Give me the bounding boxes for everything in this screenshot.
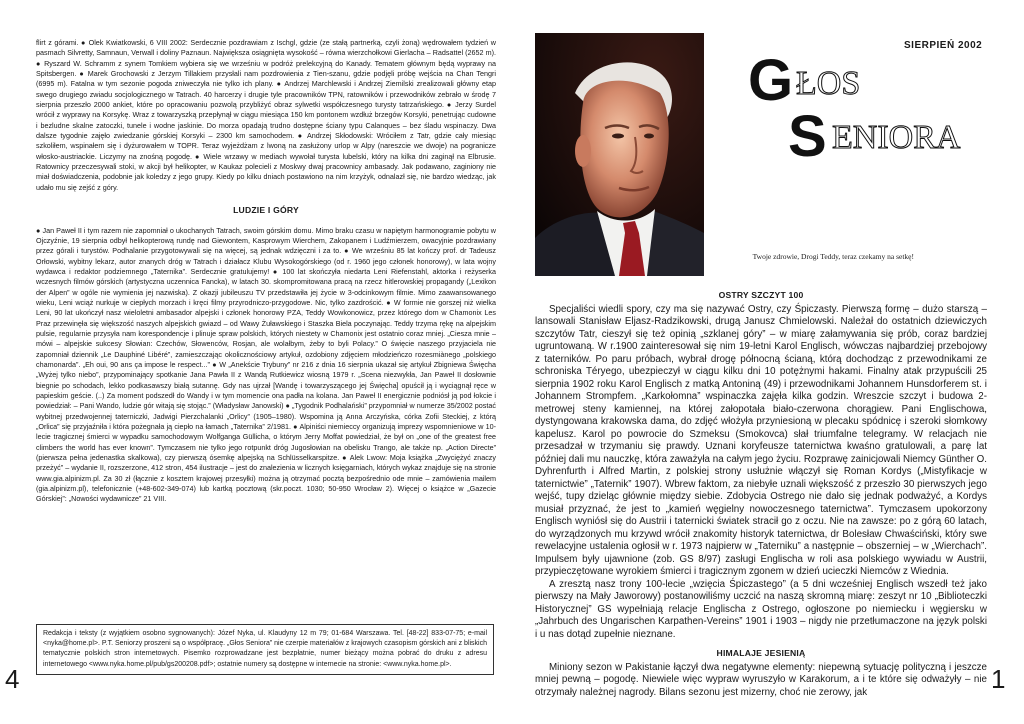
page-number-left: 4 [5,664,20,694]
article-paragraph-3: Miniony sezon w Pakistanie łączył dwa negatywne elementy: niepewną sytuację polityczną i jeszcze mniej pewną – pogodę. Niewiele więc wypraw wyruszyło w Karakorum, a i te które się odważyły – nie otrzymały należnej nagrody. Bilans sezonu jest mizerny, choć nie zerowy, jak [535,661,987,698]
svg-text:S: S [788,104,827,160]
svg-text:ENIORA: ENIORA [832,119,961,156]
issue-date: SIERPIEŃ 2002 [904,40,983,51]
page-number-right: 1 [991,664,1006,694]
intro-paragraph: flirt z górami. ● Olek Kwiatkowski, 6 VIII 2002: Serdecznie pozdrawiam z Ischgl, gdzie (ze stałą partnerką, czyli żoną) wędrowałem tydzień w pasmach Silvretty, Samnaun, Verwall i doliny Paznaun. Największa osiągnięta wysokość – równa wierzchołkowi Gierlacha – Radsattel (2652 m). ● Ryszard W. Schramm z synem Tomkiem wybiera się we wrześniu w podróż prelekcyjną do Kanady. Tematem głównym będą wyprawy na Spitsbergen. ● Marek Grochowski z Jerzym Tillakiem przysłali nam pozdrowienia z Tien-szanu, gdzie podjęli próbę wejścia na Chan Tengri (6995 m). Fatalna w tym sezonie pogoda zniweczyła nie tylko ich plany. ● Andrzej Marchlewski i Andrzej Ziemilski zrealizowali główny etap swego drugiego zwiadu socjologicznego w Tatrach. 40 harcerzy i drugie tyle pracowników TPN, ratowników i przewodników zebrało w środę 7 sierpnia przeszło 2000 ankiet, które po opracowaniu pozwolą przybliżyć obraz sylwetki współczesnego turysty tatrzańskiego. ● Jerzy Surdel wrócił z wyprawy na Korsykę. Wraz z towarzyszką przepłynął w ciągu miesiąca 150 km pontonem wzdłuż brzegów Korsyki, penetrując cudowne i bezludne skalne zatoczki, tunele i wodne jaskinie. Do morza opadają trudno dostępne ściany typu Calanques – bez śladu wspinaczy. Dwa dalsze tygodnie zajęło zwiedzanie górskiej Korsyki – 2300 km samochodem. ● Andrzej Skłodowski: Wróciłem z Tatr, gdzie cały miesiąc szkoliłem, wspinałem się i dyżurowałem w TOPR. Teraz wyjeżdżam z lwoną na zasłużony urlop w Alpy (nareszcie we dwoje) na pogranicze włosko-austriackie. Liczymy na znośną pogodę. ● Wiele wrzawy w mediach wywołał turysta lubelski, który na kilka dni zaginął na Elbrusie. Ratownicy przeczesywali stoki, w akcji był helikopter, w Kaukaz polecieli z Moskwy dwaj pracownicy ambasady. Jak podawano, zaginiony nie miał doświadczenia, podobnie jak koledzy z jego grupy. Kiedy po kilku dniach postawiono na nim krzyżyk, odnalazł się, nie bardzo wiedząc, jak udało mu się zejść z góry. [36,38,496,192]
masthead-logotype [748,50,993,160]
imprint-text: Redakcja i teksty (z wyjątkiem osobno sygnowanych): Józef Nyka, ul. Klaudyny 12 m 79; 01-684 Warszawa. Tel. [48-22] 833-07-75; e-mail <nyka@home.pl>. P.T. Seniorzy proszeni są o współpracę. „Głos Seniora” nie czerpie materiałów z krajowych czasopism górskich ani z bliskich tematycznie polskich stron internetowych. Pisemko rozprowadzane jest bezpłatnie, numer bieżący można pobrać do druku z adresu internetowego <www.nyka.home.pl/pub/gs200208.pdf>; ostatnie numery są dostępne w internecie na stronie: <www.nyka.home.pl>. [43,630,487,668]
left-column [36,38,496,505]
article-paragraph-2: A zresztą nasz trony 100-lecie „wzięcia Śpiczastego” (a 5 dni wcześniej Englisch wszedł też jako pierwszy na Mały Jaworowy) postanowiliśmy uczcić na naszą skromną miarę: zeszyt nr 10 „Biblioteczki Historycznej” GS wypełniają relacje Englischa z Ostrego, ogłoszone po niemiecku i węgiersku w „Jahrbuch des Ungarischen Karpathen-Vereins” 1901 i 1903 – nigdy nie przetłumaczone na język polski i u nas dotąd zupełnie nieznane. [535,578,987,640]
section-title-ludzie-i-gory: LUDZIE I GÓRY [233,205,299,216]
article-paragraph-1: Specjaliści wiedli spory, czy ma się nazywać Ostry, czy Śpiczasty. Pierwszą formę – dużo starszą – lansowali Stanisław Eljasz-Radzikowski, drugą Janusz Chmielowski. Należał do ostatnich dziewiczych szczytów Tatr, cieszył się też opinią „szklanej góry” – w miarę załamywania się prób, coraz bardziej ugruntowaną. W r.1900 zainteresował się nim 19-letni Karol Englisch, wówczas najbardziej przebojowy z taterników. Po paru próbach, wybrał drogę północną ścianą, którą dochodząc z przewodnikami ze schroniska Téryego, ubezpieczył w ciągu kilku dni 10 potężnymi hakami. Finalny atak przypuścili 25 sierpnia 1902 roku Karol Englisch z matką Antoniną (49) i przewodnikami Johannem Hunsdorferem st. i Johannem Strompfem. „Karkołomna” wspinaczka zajęła kilka godzin. Wreszcie szczyt i budowa 2-metrowej steny kamiennej, na której załopotała biało-czerwona chorągiew. Pani Englischowa, dystyngowana krakowska dama, do zdjęć włożyła przyniesioną w plecaku spódnicę i szeroki słomkowy kapelusz. Karol po powrocie do Szmeksu (Smokovca) słał triumfalne telegramy. W relacjach nie przesadzał w trzymaniu się prawdy. Uznani koryfeusze taternictwa kwaśno gratulowali, a parę lat później dali mu nauczkę, która zaważyła na całym jego życiu. Rozprawę zainicjowali Niemcy Günther O. Dyhrenfurth i Alfred Martin, z polskiej strony usłużnie włączył się Roman Kordys („Mistyfikacje w taternictwie” „Taternik” 1907). Wbrew faktom, za niebyłe uznali większość z przeszło 30 pierwszych jego wejść, tupy dzieląc głównie między siebie. Zdobycia Ostrego nie dało się jednak podważyć, a Kordys musiał przyznać, że jest to „kamień węgielny nowoczesnego taternictwa”. Tymczasem upokorzony Englisch wyniósł się do Austrii i taternicki światek stracił go z oczu. Nie na zawsze: po z górą 60 latach, do wyrządzonych mu krzywd wrócił znakomity historyk taternictwa, dr Bolesław Chwaściński, który swe rewelacyjne ustalenia ogłosił w r. 1973 najpierw w „Taterniku” a następnie – obszerniej – w „Wierchach”. Impulsem były ujawnione (zob. GS 8/97) zasługi Englischa w roli asa polskiego wywiadu w Austrii, przypieczętowane wyrokiem śmierci i tragicznym zgonem w dzień ucieczki Niemców z Wiednia. [535,303,987,577]
svg-text:G: G [748,50,794,113]
svg-text:ŁOS: ŁOS [796,65,861,102]
portrait-illustration [535,33,704,276]
article-title-himalaje: HIMALAJE JESIENIĄ [716,648,806,658]
imprint-box [36,624,494,675]
portrait-photo [535,33,704,276]
right-column [535,289,987,699]
section-paragraph: ● Jan Paweł II i tym razem nie zapomniał o ukochanych Tatrach, swoim górskim domu. Mimo braku czasu w napiętym harmonogramie pobytu w Ojczyźnie, 19 sierpnia odbył helikopterową rundę nad Giewontem, Kasprowym Wierchem, Zakopanem i Ludźmierzem, owacyjnie pozdrawiany przez górali i turystów. Podhalanie przygotowywali się na więcej, są jednak wdzięczni i za to. ● We wrześniu 85 lat kończy prof. dr Tadeusz Orłowski, wybitny lekarz, autor znanych dróg w Tatrach i działacz Klubu Wysokogórskiego (od r. 1960 jego członek honorowy), w lata wojny wydawca i redaktor podziemnego „Taternika”. Serdecznie gratulujemy! ● 100 lat skończyła niedarta Leni Riefenstahl, aktorka i reżyserka wczesnych filmów górskich (artystyczna uczennica Fancka), w latach 30. skompromitowana pracą na rzecz hitlerowskiej propagandy („Lexikon der Alpen” w ogóle nie wymienia jej nazwiska). Z okazji jubileuszu TV przedstawiła jej życie w 3-odcinkowym filmie. Mimo zaawansowanego wieku, Leni wciąż nurkuje w ciepłych morzach i kręci filmy przyrodniczo-przygodowe. Nic, tylko zazdrościć. ● W formie nie gorszej niż wielka Leni, 90 lat ukończył nasz wieloletni ambasador alpejski i członek honorowy PZA, Teddy Wowkonowicz, przez którego dom w Chamonix Les Praz przewinęła się większość naszych alpejskich gwiazd – od Wawy Żuławskiego i Staszka Biela poczynając. Teddy trzyma rękę na alpejskim pulsie, regularnie przysyła nam korespondencje i plinuje spraw polskich, których niestety w Chamonix jest ostatnio coraz mniej. „Ciesza mnie – mówi – alpejskie sukcesy Słowian: Czechów, Słowenców, Rosjan, ale wolałbym, żeby to byli Polacy.” O święcie naszego przyjaciela nie zapomniał dziennik „Le Dauphiné Libéré”, zamieszczając okolicznościowy artykuł, ozdobiony zdjęciem młodzieńczo rozesmiànego „polskiego chamonarda”. „Eh oui, 90 ans ça impose le respect...” ● W „Anekście Trybuny” nr 216 z dnia 16 sierpnia ukazał się artykuł Zbigniewa Święcha „Wyżej tylko niebo”, przypominający spotkanie Jana Pawła II z Wandą Rutkiewicz wiosną 1979 r. „Scena niezwykła, Jan Paweł II dosłownie biegnie po schodach, lekko podkasawszy białą sutannę. Gdy nas ujrzał [Wandę i towarzyszącego jej Święcha] opuścił ją i wyciągnął ręce w papieskim geście. (..) Za moment podszedł do Wandy i w tym momencie ona padła na kolana. Jan Paweł II energicznie podniósł ją pod łokcie i powiedział: – Pani Wando, ludzie gór witają się stojąc.” (Władysław Janowski) ● „Tygodnik Podhalański” przypomniał w numerze 35/2002 postać wybitnej przedwojennej taterniczki, Jadwigi Pierzchalanki „Orlicy” (1905–1980). Wspomina ją Anna Arczyńska, córka Zofii Steckiej, z którą „Orlica” się przyjaźniła i która pożegnała ją ciepło na łamach „Taternika” 2/1981. ● Alpiniści niemieccy organizują imprezy wspomnieniowe w 10-lecie tragicznej śmierci w wypadku samochodowym Wolfganga Güllicha, o którym Jerry Moffat powiedział, że był on „one of the greatest free climbers the world has ever known”. Tymczasem nie tylko jego rotpunkt dróg Jugosłowian na obelisku Trango, ale także np. „Action Directe” (pierwsza pełna jedenastka skalkowa), czy pierwszą ósemkę alpejską na Schlüsselkarspitze. ● Alek Lwow: Moja książka „Zwyciężyć znaczy przeżyć” – wydanie II, rozszerzone, 412 stron, 454 ilustracje – jest do znalezienia w licznych księgarniach, których wykaz znajduje się na stronie www.gia.alpinizm.pl. Za 30 zł (łącznie z kosztem krajowej przesyłki) można ją otrzymać pocztą bezpośrednio ode mnie – zamówienia mailem (gia.alpinizm.pl), telefonicznie (+48-602-349-074) lub kartką pocztową (skr.poczt. 1030; 50-950 Wrocław 2). Więcej o książce w „Gazecie Górskiej”: „Nowości wydawnicze” 21 VIII. [36,225,496,504]
masthead-logo [748,50,993,160]
photo-caption: Twoje zdrowie, Drogi Teddy, teraz czekamy na setkę! [752,252,914,261]
article-title-ostry-szczyt: OSTRY SZCZYT 100 [718,290,804,300]
